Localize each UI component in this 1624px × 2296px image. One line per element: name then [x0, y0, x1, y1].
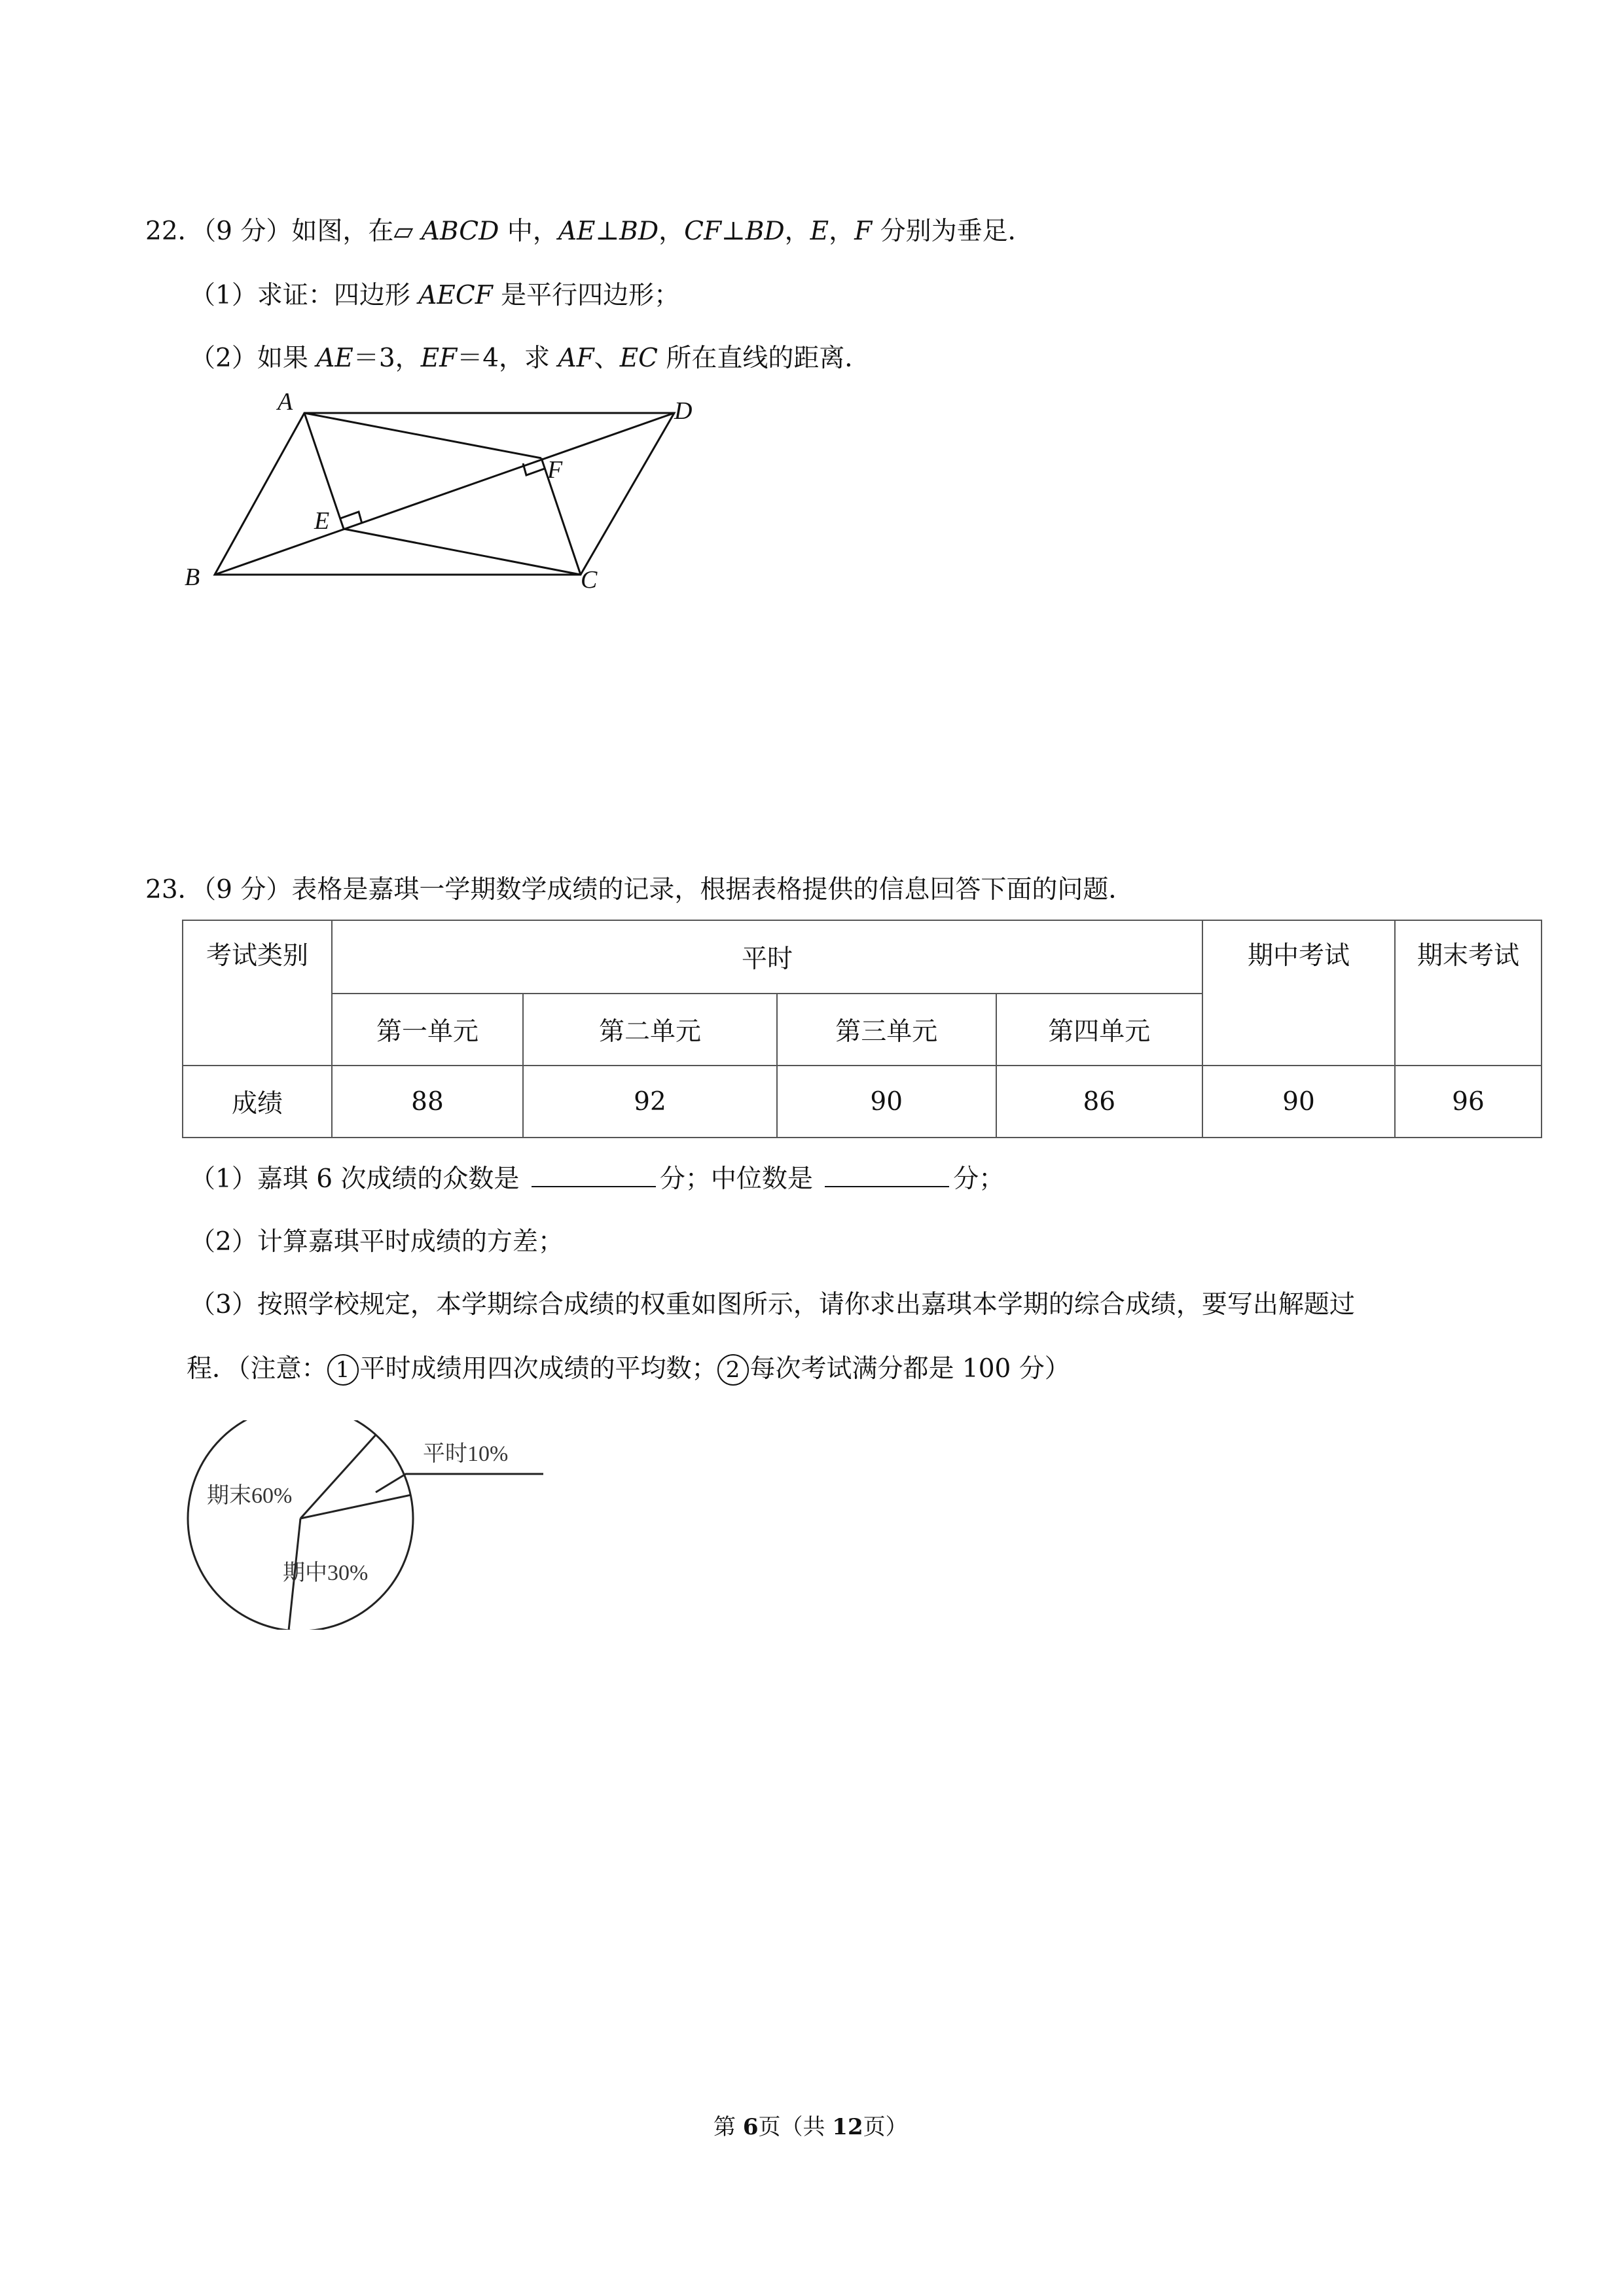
header-final: 期末考试	[1395, 920, 1542, 1066]
q22-stem: 22．（9 分）如图，在▱ ABCD 中，AE⊥BD，CF⊥BD，E，F 分别为垂足．	[145, 217, 1034, 246]
q23-part2: （2）计算嘉琪平时成绩的方差；	[190, 1227, 564, 1257]
label-e: E	[314, 507, 330, 535]
label-f: F	[547, 456, 563, 484]
score-cell: 90	[1202, 1066, 1395, 1138]
q22-parallelogram-figure	[170, 386, 733, 615]
header-unit-4: 第四单元	[996, 994, 1202, 1066]
score-cell: 86	[996, 1066, 1202, 1138]
circled-number-1: 1	[327, 1354, 359, 1386]
q22-part2: （2）如果 AE＝3，EF＝4，求 AF、EC 所在直线的距离．	[190, 344, 871, 373]
pie-boundary-midterm	[300, 1495, 410, 1518]
label-c: C	[581, 566, 598, 594]
segment-ec	[344, 529, 581, 575]
q23-stem: 23．（9 分）表格是嘉琪一学期数学成绩的记录，根据表格提供的信息回答下面的问题．	[145, 875, 1134, 905]
header-regular: 平时	[332, 920, 1202, 994]
q22-part1: （1）求证：四边形 AECF 是平行四边形；	[190, 281, 680, 310]
q23-part1: （1）嘉琪 6 次成绩的众数是 分；中位数是 分；	[190, 1164, 1005, 1194]
header-unit-2: 第二单元	[523, 994, 777, 1066]
label-b: B	[185, 564, 200, 591]
score-cell: 90	[777, 1066, 996, 1138]
diagonal-bd	[215, 413, 674, 575]
header-unit-1: 第一单元	[332, 994, 523, 1066]
header-exam-category: 考试类别	[183, 920, 332, 1066]
header-unit-3: 第三单元	[777, 994, 996, 1066]
circled-number-2: 2	[717, 1354, 749, 1386]
slice-label-regular: 平时10%	[423, 1442, 509, 1466]
label-a: A	[278, 388, 293, 416]
regular-leader-line	[376, 1474, 543, 1492]
right-angle-mark-e	[340, 512, 362, 524]
pie-boundary-regular	[300, 1435, 376, 1518]
slice-label-final: 期末60%	[207, 1484, 293, 1508]
label-d: D	[674, 397, 693, 425]
q23-part3-line1: （3）按照学校规定，本学期综合成绩的权重如图所示，请你求出嘉琪本学期的综合成绩，要写出解题过	[190, 1290, 1355, 1319]
answer-blank-mode[interactable]	[532, 1166, 656, 1187]
score-cell: 88	[332, 1066, 523, 1138]
answer-blank-median[interactable]	[825, 1166, 949, 1187]
page-footer: 第 6页（共 12页）	[713, 2114, 908, 2140]
slice-label-midterm: 期中30%	[283, 1561, 369, 1585]
header-midterm: 期中考试	[1202, 920, 1395, 1066]
score-table	[182, 920, 1542, 1138]
score-cell: 96	[1395, 1066, 1542, 1138]
weight-pie-chart	[177, 1420, 556, 1630]
score-cell: 92	[523, 1066, 777, 1138]
q23-part3-line2: 程．（注意： 1 平时成绩用四次成绩的平均数； 2 每次考试满分都是 100 分）	[187, 1348, 1070, 1386]
segment-af	[304, 413, 541, 458]
row-label-score: 成绩	[183, 1066, 332, 1138]
